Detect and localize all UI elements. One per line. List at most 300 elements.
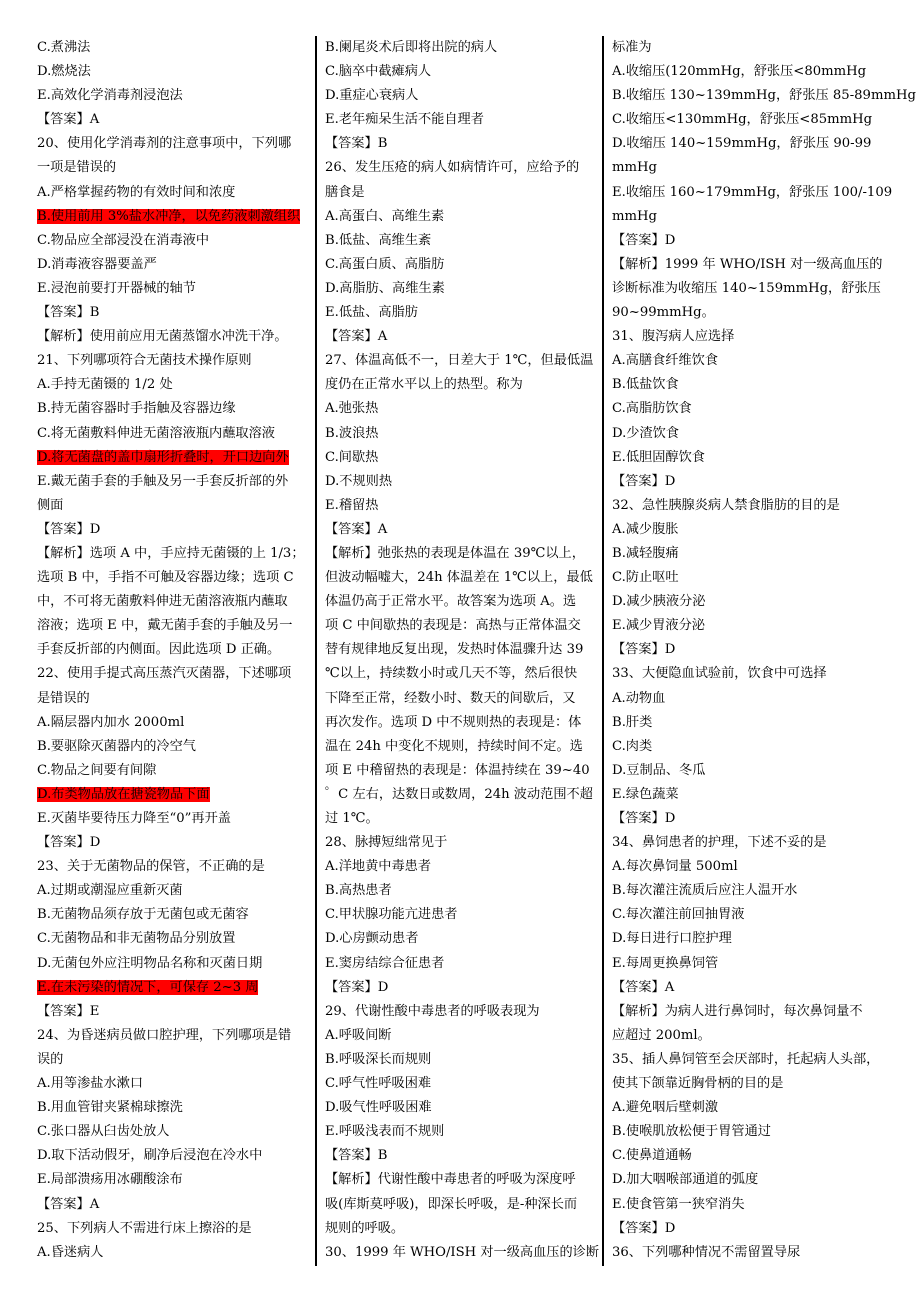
text-line	[612, 903, 884, 927]
line-text: 25、下列病人不需进行床上擦浴的是	[37, 1220, 252, 1236]
line-text: 【解析】使用前应用无菌蒸馏水冲洗干净。	[37, 329, 288, 345]
line-text: B.低盐饮食	[612, 377, 679, 393]
line-text: 替有规律地反复出现，发热时体温骤升达 39	[325, 642, 584, 658]
text-line	[325, 1193, 596, 1217]
line-text: A.隔层器内加水 2000ml	[37, 714, 185, 730]
line-text: 【答案】D	[612, 811, 676, 826]
line-text: 是错误的	[37, 690, 90, 706]
line-text: B.肝类	[612, 714, 653, 730]
text-line	[325, 1144, 596, 1168]
line-text: 项 E 中稽留热的表现是：体温持续在 39~40	[325, 762, 590, 778]
line-text: D.无菌包外应注明物品名称和灭菌日期	[37, 955, 263, 971]
text-line	[325, 470, 596, 494]
line-text: E.老年痴呆生活不能自理者	[325, 112, 484, 128]
text-line	[612, 325, 884, 349]
line-text: A.手持无菌镊的 1/2 处	[37, 377, 173, 393]
text-line	[325, 1120, 596, 1144]
line-text: B.每次灌注流质后应注人温开水	[612, 883, 798, 899]
text-line	[612, 1241, 884, 1265]
line-text: 24、为昏迷病员做口腔护理，下列哪项是错	[37, 1027, 292, 1043]
text-line	[37, 108, 308, 132]
highlighted-answer-text: E.在未污染的情况下，可保存 2~3 周	[37, 979, 259, 995]
text-line	[612, 1217, 884, 1241]
text-line	[325, 638, 596, 662]
line-text: 【答案】A	[612, 979, 675, 995]
text-line	[37, 373, 308, 397]
text-line	[37, 1144, 308, 1168]
line-text: 膳食是	[325, 184, 365, 200]
line-text: ゜C 左右，达数日或数周，24h 波动范围不超	[325, 786, 593, 802]
line-text: B.持无菌容器时手指触及容器边缘	[37, 401, 236, 417]
text-line	[612, 301, 884, 325]
line-text: C.物品应全部浸没在消毒液中	[37, 232, 210, 248]
text-line	[37, 36, 308, 60]
text-line	[37, 807, 308, 831]
text-line	[37, 1241, 308, 1265]
line-text: 一项是错误的	[37, 160, 117, 176]
text-line	[37, 1048, 308, 1072]
line-text: 23、关于无菌物品的保管，不正确的是	[37, 859, 265, 875]
text-line	[325, 759, 596, 783]
text-line	[37, 1168, 308, 1192]
text-line	[612, 927, 884, 951]
line-text: A.收缩压(120mmHg，舒张压<80mmHg	[612, 64, 867, 80]
line-text: 90~99mmHg。	[612, 305, 715, 321]
line-text: C.收缩压<130mmHg，舒张压<85mmHg	[612, 112, 873, 128]
text-line	[612, 1168, 884, 1192]
text-line	[325, 1217, 596, 1241]
text-line	[325, 181, 596, 205]
column-middle	[325, 36, 600, 1265]
line-text: 过 1℃。	[325, 811, 379, 826]
text-line	[612, 205, 884, 229]
line-text: A.弛张热	[325, 401, 379, 417]
text-line	[612, 1072, 884, 1096]
line-text: E.收缩压 160~179mmHg，舒张压 100/-109	[612, 184, 893, 200]
line-text: A.动物血	[612, 690, 666, 706]
text-line	[37, 349, 308, 373]
line-text: D.消毒液容器要盖严	[37, 256, 157, 272]
text-line	[37, 229, 308, 253]
text-line	[37, 84, 308, 108]
text-line	[612, 397, 884, 421]
text-line	[612, 156, 884, 180]
text-line	[37, 542, 308, 566]
text-line	[37, 662, 308, 686]
line-text: 29、代谢性酸中毒患者的呼吸表现为	[325, 1003, 540, 1019]
text-line	[37, 277, 308, 301]
text-line	[612, 36, 884, 60]
line-text: A.每次鼻饲量 500ml	[612, 859, 738, 875]
text-line	[37, 494, 308, 518]
line-text: 【答案】B	[37, 305, 100, 321]
text-line	[37, 566, 308, 590]
text-line	[325, 1072, 596, 1096]
text-line	[325, 735, 596, 759]
line-text: D.豆制品、冬瓜	[612, 762, 706, 778]
line-text: 【答案】D	[325, 979, 389, 995]
line-text: 30、1999 年 WHO/ISH 对一级高血压的诊断	[325, 1244, 600, 1260]
line-text: C.将无菌敷料伸进无菌溶液瓶内蘸取溶液	[37, 425, 275, 441]
line-text: 34、鼻饲患者的护理，下述不妥的是	[612, 835, 827, 851]
line-text: D.少渣饮食	[612, 425, 680, 441]
text-line	[612, 831, 884, 855]
highlighted-answer-text: D.布类物品放在搪瓷物品下面	[37, 786, 210, 802]
text-line	[37, 903, 308, 927]
line-text: A.严格掌握药物的有效时间和浓度	[37, 184, 236, 200]
text-line	[37, 614, 308, 638]
text-line	[325, 422, 596, 446]
line-text: C.煮沸法	[37, 40, 91, 55]
line-text: C.甲状腺功能亢进患者	[325, 907, 458, 923]
highlighted-answer-text: D.将无菌盘的盖巾扇形折叠时，开口边向外	[37, 449, 289, 465]
text-line	[37, 422, 308, 446]
text-line	[612, 566, 884, 590]
text-line	[612, 60, 884, 84]
line-text: D.每日进行口腔护理	[612, 931, 732, 947]
line-text: 31、腹泻病人应选择	[612, 329, 735, 345]
line-text: 20、使用化学消毒剂的注意事项中，下列哪	[37, 136, 292, 152]
line-text: D.燃烧法	[37, 64, 91, 80]
text-line	[325, 60, 596, 84]
text-line	[325, 976, 596, 1000]
text-line	[37, 759, 308, 783]
text-line	[37, 1096, 308, 1120]
text-line	[37, 253, 308, 277]
text-line	[325, 84, 596, 108]
column-right	[612, 36, 916, 1265]
text-line	[612, 590, 884, 614]
text-line	[612, 373, 884, 397]
line-text: 温在 24h 中变化不规则，持续时间不定。选	[325, 738, 583, 754]
line-text: 【解析】为病人进行鼻饲时，每次鼻饲量不	[612, 1003, 863, 1019]
line-text: 32、急性胰腺炎病人禁食脂肪的目的是	[612, 497, 840, 513]
text-line	[37, 831, 308, 855]
text-line	[37, 301, 308, 325]
line-text: C.间歇热	[325, 449, 379, 465]
text-line	[325, 132, 596, 156]
line-text: 35、插人鼻饲管至会厌部时，托起病人头部，	[612, 1051, 880, 1067]
text-line	[325, 253, 596, 277]
text-line	[37, 470, 308, 494]
line-text: B.要驱除灭菌器内的冷空气	[37, 738, 196, 754]
line-text: C.高脂肪饮食	[612, 401, 692, 417]
text-line	[325, 108, 596, 132]
line-text: ℃以上，持续数小时或几天不等，然后很快	[325, 666, 578, 682]
text-line	[612, 229, 884, 253]
text-line	[325, 542, 596, 566]
line-text: D.不规则热	[325, 473, 393, 489]
text-line	[325, 903, 596, 927]
text-line	[37, 1217, 308, 1241]
line-text: 【解析】代谢性酸中毒患者的呼吸为深度呼	[325, 1172, 576, 1188]
line-text: 【答案】D	[612, 642, 676, 658]
text-line	[325, 783, 596, 807]
line-text: B.低盐、高维生紊	[325, 232, 432, 248]
line-text: C.无菌物品和非无菌物品分别放置	[37, 931, 236, 947]
text-line	[37, 638, 308, 662]
text-line	[612, 1144, 884, 1168]
line-text: 27、体温高低不一，日差大于 1℃，但最低温	[325, 353, 594, 369]
line-text: 度仍在正常水平以上的热型。称为	[325, 377, 523, 393]
line-text: A.避免咽后壁刺激	[612, 1100, 719, 1116]
line-text: C.脑卒中截瘫病人	[325, 64, 432, 80]
text-line	[612, 253, 884, 277]
text-line	[37, 590, 308, 614]
text-line	[612, 277, 884, 301]
line-text: 侧面	[37, 497, 64, 513]
line-text: A.高蛋白、高维生素	[325, 208, 445, 224]
line-text: D.心房颤动患者	[325, 931, 419, 947]
text-line	[325, 301, 596, 325]
line-text: B.用血管钳夹紧棉球擦洗	[37, 1100, 183, 1116]
line-text: B.无菌物品须存放于无菌包或无菌容	[37, 907, 249, 923]
text-line	[325, 590, 596, 614]
text-line	[325, 711, 596, 735]
line-text: E.戴无菌手套的手触及另一手套反折部的外	[37, 473, 289, 489]
text-line	[325, 831, 596, 855]
text-line	[612, 759, 884, 783]
text-line	[325, 952, 596, 976]
text-line	[37, 1120, 308, 1144]
text-line	[325, 687, 596, 711]
text-line	[612, 518, 884, 542]
text-line	[325, 614, 596, 638]
text-line	[325, 373, 596, 397]
line-text: E.每周更换鼻饲管	[612, 955, 719, 971]
line-text: 诊断标准为收缩压 140~159mmHg，舒张压	[612, 280, 881, 296]
text-line	[325, 349, 596, 373]
line-text: E.局部溃疡用冰硼酸涂布	[37, 1172, 183, 1188]
text-line	[325, 855, 596, 879]
line-text: 【答案】D	[612, 1220, 676, 1236]
line-text: C.呼气性呼吸困难	[325, 1076, 432, 1092]
text-line	[325, 662, 596, 686]
text-line	[612, 470, 884, 494]
line-text: 应超过 200ml。	[612, 1027, 711, 1043]
text-line	[612, 855, 884, 879]
line-text: 误的	[37, 1051, 64, 1067]
line-text: 选项 B 中，手指不可触及容器边缘；选项 C	[37, 570, 294, 586]
line-text: C.高蛋白质、高脂肪	[325, 256, 445, 272]
text-line	[612, 132, 884, 156]
text-line	[37, 927, 308, 951]
line-text: D.吸气性呼吸困难	[325, 1100, 432, 1116]
line-text: 【答案】D	[37, 521, 101, 537]
line-text: D.高脂肪、高维生素	[325, 280, 445, 296]
text-line	[612, 614, 884, 638]
line-text: 【答案】A	[37, 1196, 100, 1212]
line-text: 【答案】B	[325, 136, 388, 152]
text-line	[37, 1193, 308, 1217]
text-line	[37, 976, 308, 1000]
text-line	[325, 1168, 596, 1192]
text-line	[612, 711, 884, 735]
line-text: E.低盐、高脂肪	[325, 305, 418, 321]
text-line	[612, 687, 884, 711]
text-line	[325, 397, 596, 421]
text-line	[612, 1000, 884, 1024]
line-text: B.呼吸深长而规则	[325, 1051, 432, 1067]
text-line	[37, 1024, 308, 1048]
text-line	[325, 566, 596, 590]
line-text: E.灭菌毕要待压力降至“0”再开盖	[37, 811, 231, 826]
line-text: 【答案】D	[612, 473, 676, 489]
text-line	[612, 1048, 884, 1072]
line-text: D.取下活动假牙，刷净后浸泡在冷水中	[37, 1148, 263, 1164]
line-text: E.低胆固醇饮食	[612, 449, 705, 465]
line-text: B.波浪热	[325, 425, 379, 441]
text-line	[325, 36, 596, 60]
line-text: A.呼吸间断	[325, 1027, 392, 1043]
text-line	[612, 1120, 884, 1144]
column-divider-right	[602, 36, 604, 1266]
line-text: 【答案】E	[37, 1003, 100, 1019]
line-text: E.稽留热	[325, 497, 379, 513]
text-line	[612, 662, 884, 686]
line-text: C.张口器从臼齿处放人	[37, 1124, 170, 1140]
line-text: E.高效化学消毒剂浸泡法	[37, 88, 183, 104]
text-line	[37, 952, 308, 976]
line-text: B.减轻腹痛	[612, 545, 679, 561]
line-text: mmHg	[612, 208, 657, 224]
text-line	[37, 156, 308, 180]
line-text: 使其下颌靠近胸骨柄的目的是	[612, 1076, 784, 1092]
text-line	[325, 229, 596, 253]
text-line	[612, 349, 884, 373]
text-line	[325, 156, 596, 180]
line-text: 吸(库斯莫呼吸)，即深长呼吸，是-种深长而	[325, 1196, 578, 1212]
text-line	[37, 687, 308, 711]
text-line	[37, 783, 308, 807]
line-text: 21、下列哪项符合无菌技术操作原则	[37, 353, 252, 369]
text-line	[325, 325, 596, 349]
line-text: D.减少胰液分泌	[612, 594, 706, 610]
line-text: 下降至正常，经数小时、数天的间歇后，又	[325, 690, 576, 706]
line-text: 中，不可将无菌敷料伸进无菌溶液瓶内蘸取	[37, 594, 288, 610]
column-left	[37, 36, 308, 1265]
line-text: D.重症心衰病人	[325, 88, 419, 104]
text-line	[37, 1000, 308, 1024]
text-line	[612, 976, 884, 1000]
text-line	[37, 855, 308, 879]
line-text: E.呼吸浅表而不规则	[325, 1124, 445, 1140]
line-text: 28、脉搏短绌常见于	[325, 835, 448, 851]
text-line	[612, 1193, 884, 1217]
line-text: E.减少胃液分泌	[612, 618, 705, 634]
line-text: 22、使用手提式高压蒸汽灭菌器，下述哪项	[37, 666, 292, 682]
text-line	[612, 108, 884, 132]
line-text: A.过期或潮湿应重新灭菌	[37, 883, 183, 899]
text-line	[37, 1072, 308, 1096]
text-line	[612, 735, 884, 759]
line-text: 【解析】弛张热的表现是体温在 39℃以上，	[325, 545, 585, 561]
line-text: C.防止呕吐	[612, 570, 679, 586]
text-line	[612, 638, 884, 662]
line-text: 手套反折部的内侧面。因此选项 D 正确。	[37, 642, 281, 658]
line-text: mmHg	[612, 160, 657, 176]
line-text: A.昏迷病人	[37, 1244, 104, 1260]
line-text: E.窦房结综合征患者	[325, 955, 445, 971]
line-text: 标准为	[612, 40, 652, 55]
line-text: E.绿色蔬菜	[612, 786, 679, 802]
text-line	[325, 1048, 596, 1072]
text-line	[37, 879, 308, 903]
text-line	[325, 807, 596, 831]
line-text: 【答案】D	[37, 835, 101, 851]
line-text: B.高热患者	[325, 883, 392, 899]
line-text: C.每次灌注前回抽胃液	[612, 907, 745, 923]
line-text: 【答案】A	[325, 329, 388, 345]
text-line	[612, 879, 884, 903]
line-text: 【答案】A	[325, 521, 388, 537]
text-line	[37, 60, 308, 84]
line-text: C.物品之间要有间隙	[37, 762, 157, 778]
text-line	[612, 952, 884, 976]
line-text: 36、下列哪种情况不需留置导尿	[612, 1244, 801, 1260]
text-line	[612, 422, 884, 446]
text-line	[612, 783, 884, 807]
line-text: E.浸泡前要打开器械的轴节	[37, 280, 196, 296]
text-line	[612, 446, 884, 470]
text-line	[325, 205, 596, 229]
text-line	[37, 132, 308, 156]
line-text: 【答案】B	[325, 1148, 388, 1164]
text-line	[325, 927, 596, 951]
line-text: B.阑尾炎术后即将出院的病人	[325, 40, 498, 55]
text-line	[612, 181, 893, 205]
line-text: A.洋地黄中毒患者	[325, 859, 432, 875]
text-line	[37, 325, 308, 349]
line-text: C.肉类	[612, 738, 653, 754]
line-text: D.收缩压 140~159mmHg，舒张压 90-99	[612, 136, 872, 152]
line-text: 但波动幅嘘大，24h 体温差在 1℃以上，最低	[325, 570, 593, 586]
line-text: B.使喉肌放松便于胃管通过	[612, 1124, 771, 1140]
text-line	[37, 518, 308, 542]
text-line	[325, 446, 596, 470]
line-text: 【答案】A	[37, 112, 100, 128]
line-text: 项 C 中间歇热的表现是：高热与正常体温交	[325, 618, 581, 634]
text-line	[612, 1024, 884, 1048]
line-text: 规则的呼吸。	[325, 1220, 405, 1236]
text-line	[325, 518, 596, 542]
line-text: 溶液；选项 E 中，戴无菌手套的手触及另一	[37, 618, 293, 634]
line-text: 再次发作。选项 D 中不规则热的表现是：体	[325, 714, 582, 730]
line-text: A.用等渗盐水漱口	[37, 1076, 144, 1092]
line-text: A.高膳食纤维饮食	[612, 353, 719, 369]
line-text: 体温仍高于正常水平。故答案为选项 A。选	[325, 594, 577, 610]
text-line	[325, 277, 596, 301]
text-line	[37, 711, 308, 735]
line-text: 【答案】D	[612, 232, 676, 248]
line-text: 【解析】选项 A 中，手应持无菌镊的上 1/3；	[37, 545, 305, 561]
line-text: C.使鼻道通畅	[612, 1148, 692, 1164]
line-text: 33、大便隐血试验前，饮食中可选择	[612, 666, 827, 682]
text-line	[325, 1096, 596, 1120]
text-line	[612, 807, 884, 831]
text-line	[37, 205, 308, 229]
text-line	[37, 397, 308, 421]
text-line	[325, 494, 596, 518]
text-line	[325, 1024, 596, 1048]
highlighted-answer-text: B.使用前用 3%盐水冲净，以免药液刺激组织	[37, 208, 301, 224]
line-text: A.减少腹胀	[612, 521, 679, 537]
text-line	[325, 1241, 600, 1265]
line-text: B.收缩压 130~139mmHg，舒张压 85-89mmHg	[612, 88, 916, 104]
line-text: 26、发生压疮的病人如病情许可，应给予的	[325, 160, 580, 176]
text-line	[612, 542, 884, 566]
text-line	[612, 494, 884, 518]
